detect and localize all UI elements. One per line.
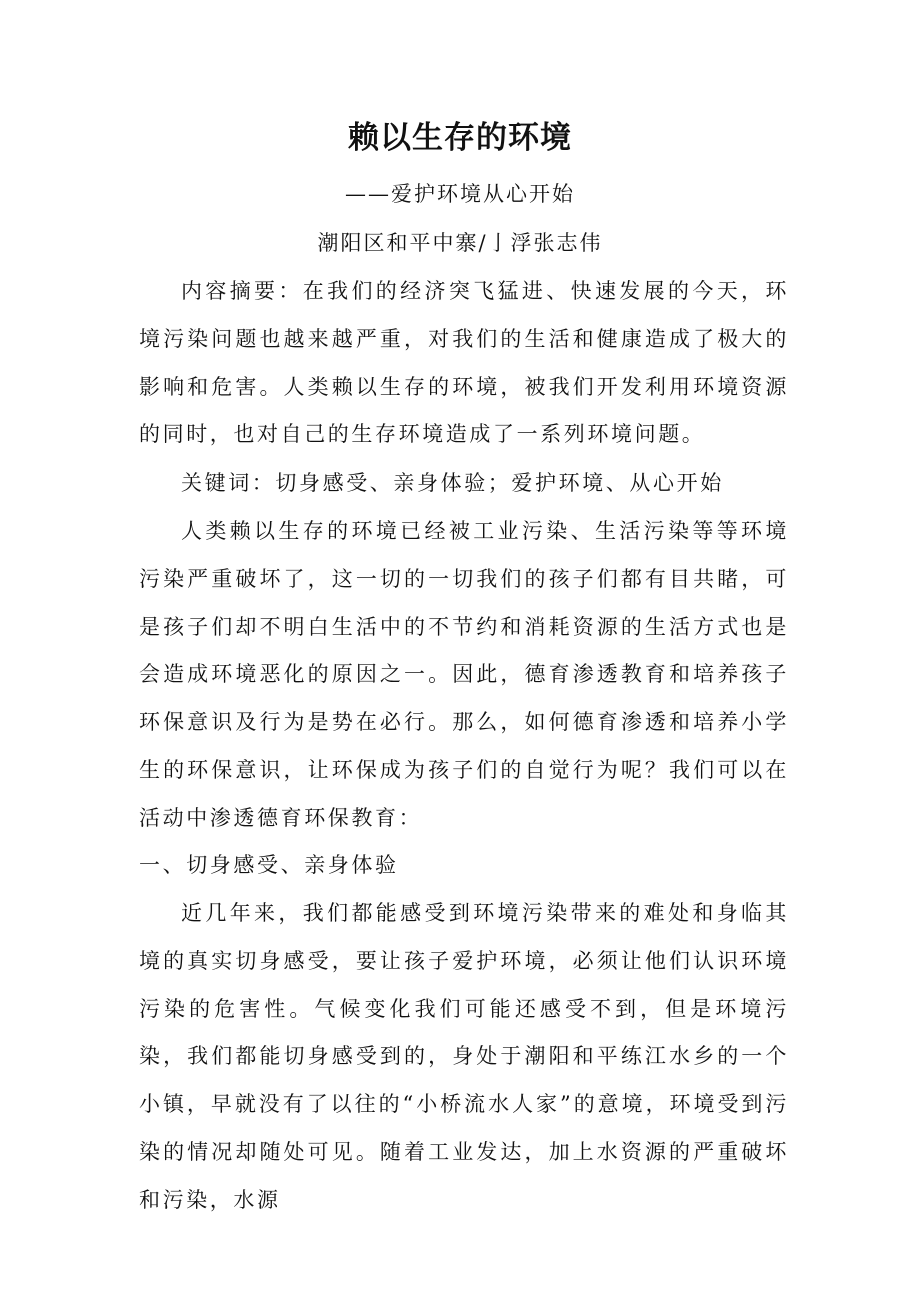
- intro-block: [139, 508, 789, 843]
- body-paragraph-2: 近几年来，我们都能感受到环境污染带来的难处和身临其境的真实切身感受，要让孩子爱护环境，必须让他们认识环境污染的危害性。气候变化我们可能还感受不到，但是环境污染，我们都能切身感受到的，身处于潮阳和平练江水乡的一个小镇，早就没有了以往的“小桥流水人家”的意境，环境受到污染的情况却随处可见。随着工业发达，加上水资源的严重破坏和污染，水源: [139, 901, 789, 1212]
- keywords-block: [139, 460, 789, 508]
- document-subtitle: ——爱护环境从心开始: [345, 182, 575, 206]
- section-body-block: [139, 890, 789, 1225]
- body-paragraph-1: 人类赖以生存的环境已经被工业污染、生活污染等等环境污染严重破坏了，这一切的一切我们的孩子们都有目共睹，可是孩子们却不明白生活中的不节约和消耗资源的生活方式也是会造成环境恶化的原因之一。因此，德育渗透教育和培养孩子环保意识及行为是势在必行。那么，如何德育渗透和培养小学生的环保意识，让环保成为孩子们的自觉行为呢？我们可以在活动中渗透德育环保教育：: [139, 519, 789, 830]
- section-heading-block: [139, 842, 789, 890]
- abstract-paragraph: 内容摘要：在我们的经济突飞猛进、快速发展的今天，环境污染问题也越来越严重，对我们的生活和健康造成了极大的影响和危害。人类赖以生存的环境，被我们开发利用环境资源的同时，也对自己的生存环境造成了一系列环境问题。: [139, 279, 789, 447]
- author-line: 潮阳区和平中寨/亅浮张志伟: [317, 231, 603, 255]
- section-heading-1: 一、切身感受、亲身体验: [139, 853, 399, 877]
- document-title: 赖以生存的环境: [348, 120, 572, 156]
- keywords-paragraph: 关键词：切身感受、亲身体验；爱护环境、从心开始: [181, 471, 724, 495]
- abstract-block: [139, 268, 789, 459]
